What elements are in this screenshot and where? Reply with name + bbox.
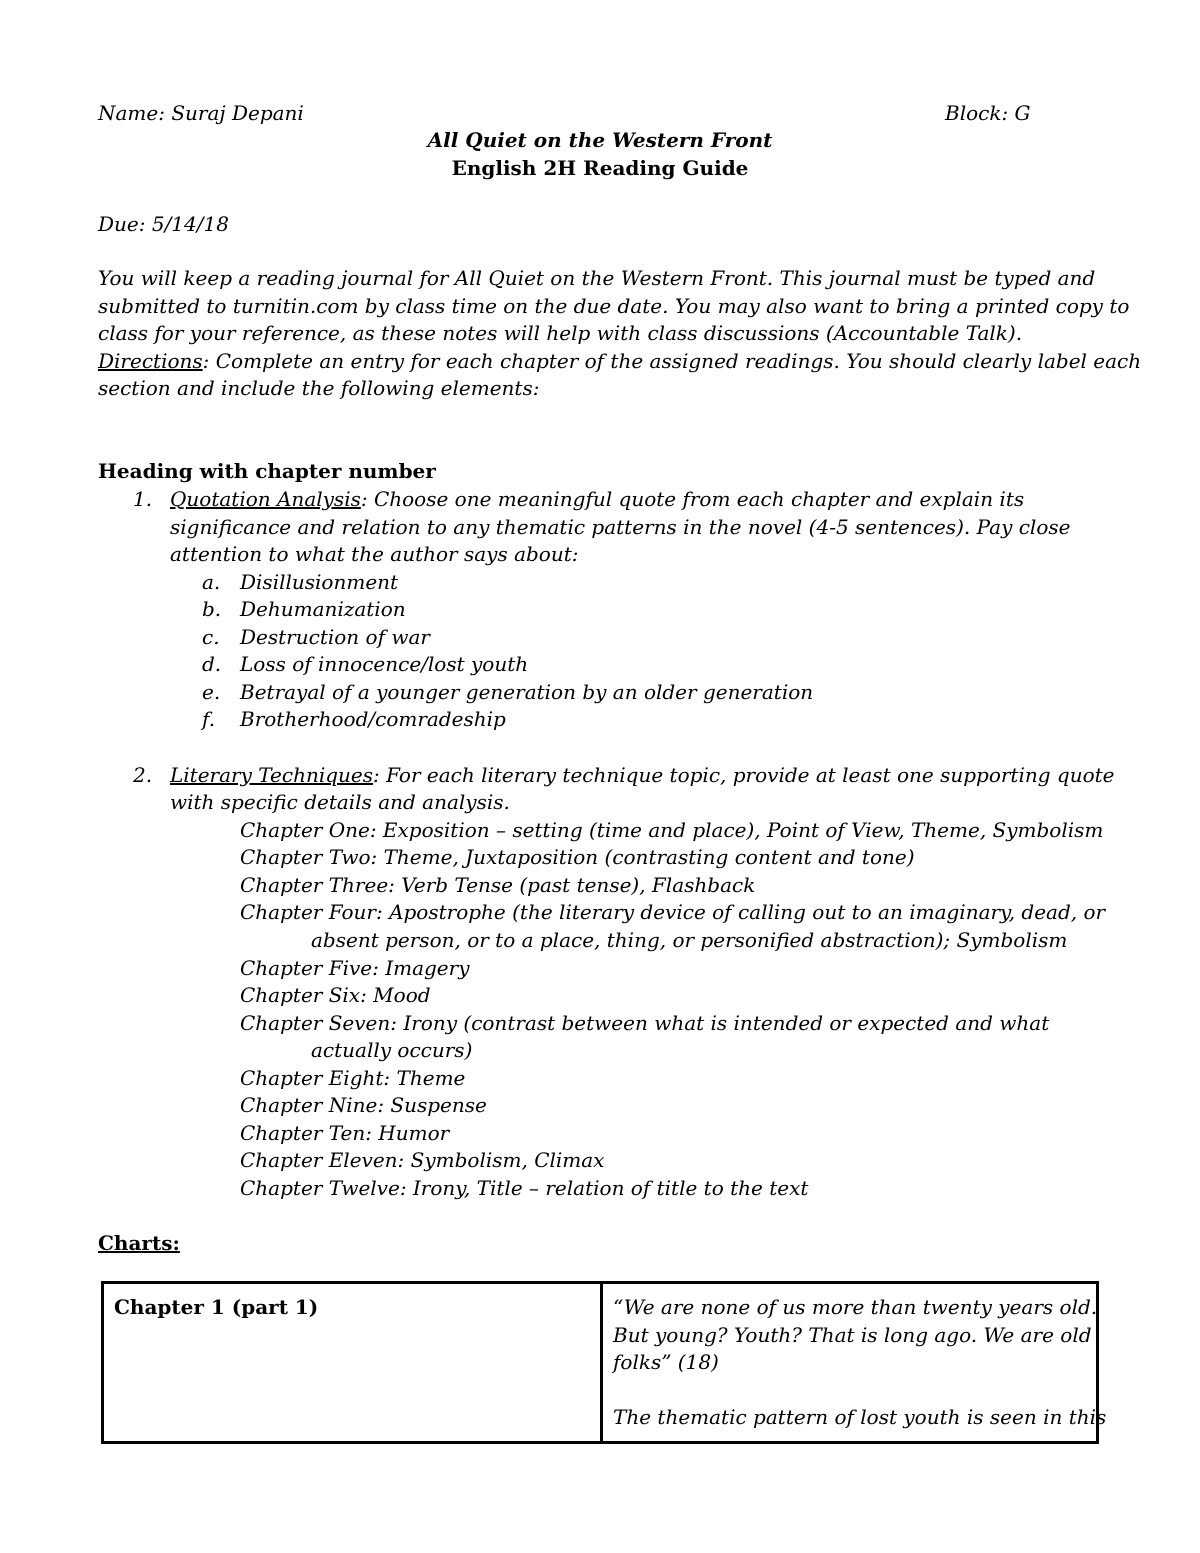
quotation-analysis-text: : Choose one meaningful quote from each chapter and explain its [360,487,1025,511]
table-row [103,1283,1098,1443]
chapter-technique: Chapter Three: Verb Tense (past tense), Flashback [240,873,756,897]
quotation-analysis-line [170,486,1024,514]
sub-item-text: Betrayal of a younger generation by an older generation [240,680,814,704]
chapter-technique: Chapter Twelve: Irony, Title – relation of title to the text [240,1176,809,1200]
literary-techniques-text: : For each literary technique topic, provide at least one supporting quote [373,763,1115,787]
sub-item-text: Destruction of war [240,625,430,649]
sub-item-text: Brotherhood/comradeship [240,707,506,731]
chapter-technique: Chapter Eight: Theme [240,1066,466,1090]
chapter-technique: Chapter Ten: Humor [240,1121,450,1145]
chapter-technique: Chapter Eleven: Symbolism, Climax [240,1148,605,1172]
chapter-technique: Chapter Two: Theme, Juxtaposition (contrasting content and tone) [240,845,915,869]
analysis-line: The thematic pattern of lost youth is seen in this [613,1405,1107,1429]
directions-line [98,348,1141,376]
block-label: Block: G [945,101,1031,125]
directions-text: : Complete an entry for each chapter of the assigned readings. You should clearly label each [202,349,1142,373]
quotation-analysis-line-3: attention to what the author says about: [170,542,579,566]
quotation-analysis-label: Quotation Analysis [170,487,361,511]
chapter-technique: Chapter One: Exposition – setting (time and place), Point of View, Theme, Symbolism [240,818,1104,842]
chapter-cell-heading: Chapter 1 (part 1) [114,1295,319,1319]
chapter-technique: Chapter Seven: Irony (contrast between what is intended or expected and what [240,1011,1050,1035]
intro-line: You will keep a reading journal for All Quiet on the Western Front. This journal must be typed and [98,266,1096,290]
literary-techniques-line [170,762,1115,790]
literary-techniques-line-2: with specific details and analysis. [170,790,510,814]
chapter-technique: Chapter Nine: Suspense [240,1093,487,1117]
sub-item-text: Dehumanization [240,597,406,621]
quotation-analysis-line-2: significance and relation to any thematic patterns in the novel (4-5 sentences). Pay close [170,515,1071,539]
due-date: Due: 5/14/18 [98,212,229,236]
list-number-2: 2. [133,763,153,787]
quote-line: folks” (18) [613,1350,719,1374]
chapter-technique: Chapter Five: Imagery [240,956,470,980]
sub-item-letter: e. [202,680,221,704]
chapter-technique-continued: absent person, or to a place, thing, or personified abstraction); Symbolism [311,928,1068,952]
directions-line-2: section and include the following elements: [98,376,540,400]
spacer [613,1377,1086,1405]
chapter-technique: Chapter Four: Apostrophe (the literary device of calling out to an imaginary, dead, or [240,900,1106,924]
list-number-1: 1. [133,487,153,511]
chapter-technique: Chapter Six: Mood [240,983,431,1007]
intro-line: submitted to turnitin.com by class time on the due date. You may also want to bring a printed copy to [98,294,1130,318]
intro-line: class for your reference, as these notes will help with class discussions (Accountable Talk). [98,321,1023,345]
sub-item-letter: d. [202,652,222,676]
document-title: All Quiet on the Western Front [427,128,773,152]
quote-cell [602,1283,1107,1443]
charts-heading: Charts: [98,1231,180,1255]
chapter-chart-table [101,1281,1107,1444]
sub-item-letter: a. [202,570,221,594]
quote-line: “We are none of us more than twenty years old. [613,1295,1098,1319]
student-name: Name: Suraj Depani [98,101,304,125]
sub-item-text: Loss of innocence/lost youth [240,652,529,676]
chapter-cell [103,1283,602,1443]
chapter-technique-continued: actually occurs) [311,1038,473,1062]
document-subtitle: English 2H Reading Guide [451,156,749,180]
quote-line: But young? Youth? That is long ago. We are old [613,1322,1092,1347]
sub-item-text: Disillusionment [240,570,399,594]
sub-item-letter: f. [202,707,216,731]
literary-techniques-label: Literary Techniques [170,763,374,787]
directions-label: Directions [98,349,203,373]
sub-item-letter: c. [202,625,220,649]
sub-item-letter: b. [202,597,222,621]
section-heading: Heading with chapter number [98,459,436,483]
